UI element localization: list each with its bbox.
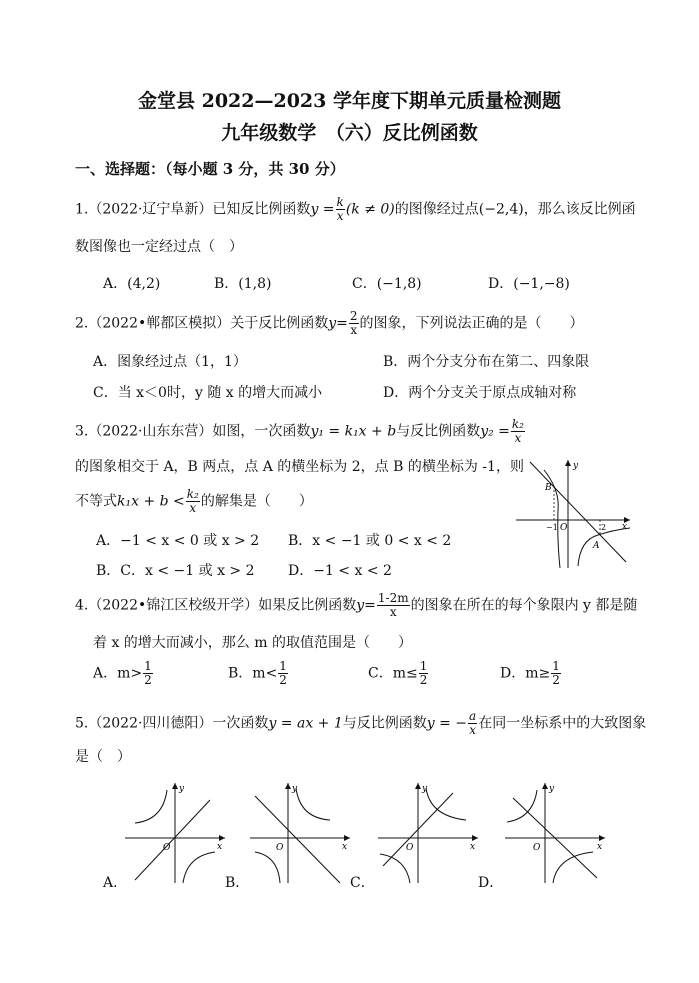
svg-text:y: y — [549, 784, 555, 794]
q2-option-d[interactable]: D．两个分支关于原点成轴对称 — [383, 385, 577, 401]
q5-option-a[interactable]: A． — [103, 875, 128, 891]
q2-func-lhs: y= — [328, 315, 348, 332]
svg-text:x: x — [217, 842, 223, 852]
q4-option-c[interactable]: C．m≤ $\frac{1}{2}$ — [368, 659, 428, 687]
q3-line — [530, 462, 626, 562]
q3-graph — [508, 450, 638, 575]
q5-graph-c — [378, 783, 478, 883]
svg-text:O: O — [406, 843, 414, 853]
q5-func2-lhs: y = − — [426, 715, 468, 732]
q2-option-c[interactable]: C．当 x＜0时，y 随 x 的增大而减小 — [93, 385, 323, 401]
q4-func-lhs: y= — [356, 597, 376, 614]
q3-option-a[interactable]: A．−1 < x < 0 或 x > 2 — [96, 533, 260, 549]
q2-option-b[interactable]: B．两个分支分布在第二、四象限 — [383, 354, 590, 370]
q1-text-b: 的图像经过点 — [394, 201, 479, 218]
question-1-line1 — [75, 196, 636, 223]
q1-option-a[interactable]: A．(4,2) — [103, 276, 161, 292]
svg-text:y: y — [292, 784, 298, 794]
q3-x-label: x — [622, 522, 628, 532]
question-1-line2: 数图像也一定经过点（ ） — [75, 239, 243, 255]
q1-fraction: $\frac{k}{x}$ — [336, 195, 344, 223]
q3-y-arrow — [565, 460, 571, 466]
q1-option-b[interactable]: B．(1,8) — [214, 276, 272, 292]
q5-fraction: $\frac{a}{x}$ — [469, 709, 477, 737]
q5-text-a: 5.（2022·四川德阳）一次函数 — [75, 715, 269, 732]
q3-text-a: 3.（2022·山东东营）如图，一次函数 — [75, 423, 311, 440]
q3-y-label: y — [573, 461, 579, 471]
question-4-line2: 着 x 的增大而减小，那么 m 的取值范围是（ ） — [93, 635, 412, 651]
q1-text-a: 1.（2022·辽宁阜新）已知反比例函数 — [75, 201, 311, 218]
q5-option-c[interactable]: C． — [350, 875, 375, 891]
q2-fraction: $\frac{2}{x}$ — [349, 309, 358, 337]
q2-text-b: 的图象，下列说法正确的是（ ） — [359, 315, 584, 332]
q1-option-d[interactable]: D．(−1,−8) — [488, 276, 570, 292]
page-title: 金堂县 2022—2023 学年度下期单元质量检测题 — [138, 90, 561, 112]
q1-point: (−2,4) — [478, 201, 524, 218]
svg-text:O: O — [276, 843, 284, 853]
svg-text:x: x — [342, 842, 348, 852]
question-3-line3 — [75, 488, 313, 515]
q3-func2-lhs: y₂ = — [480, 423, 510, 440]
q5-text-b: 与反比例函数 — [342, 715, 427, 732]
svg-text:x: x — [470, 842, 476, 852]
q3-option-b[interactable]: B．x < −1 或 0 < x < 2 — [288, 533, 452, 549]
question-3-line1 — [75, 418, 526, 445]
q1-option-c[interactable]: C．(−1,8) — [352, 276, 422, 292]
q4-text-a: 4.（2022•锦江区校级开学）如果反比例函数 — [75, 597, 357, 614]
page-subtitle: 九年级数学 （六）反比例函数 — [221, 122, 478, 144]
q5-option-b[interactable]: B． — [225, 875, 250, 891]
q4-option-a[interactable]: A．m> $\frac{1}{2}$ — [93, 659, 152, 687]
q4-fraction: $\frac{1-2m}{x}$ — [377, 591, 409, 619]
q3-option-d[interactable]: D．−1 < x < 2 — [288, 563, 392, 579]
q3-text-d: 的解集是（ ） — [200, 493, 313, 510]
svg-text:y: y — [179, 784, 185, 794]
q2-option-a[interactable]: A．图象经过点（1，1） — [93, 354, 247, 370]
q5-graph-a — [125, 783, 225, 883]
svg-text:x: x — [597, 842, 603, 852]
q3-func1: y₁ = k₁x + b — [310, 423, 397, 440]
q3-text-c: 不等式 — [75, 493, 117, 510]
question-2 — [75, 310, 584, 337]
q3-text-b: 与反比例函数 — [396, 423, 481, 440]
q3-inequality: k₁x + b < — [117, 493, 185, 510]
q5-func1: y = ax + 1 — [268, 715, 343, 732]
q1-condition: (k ≠ 0) — [345, 201, 395, 218]
question-4-line1 — [75, 592, 637, 619]
q1-func-lhs: y = — [310, 201, 335, 218]
q3-fraction: $\frac{\text{k₂}}{x}$ — [511, 417, 524, 445]
q5-option-d[interactable]: D． — [478, 875, 504, 891]
q3-option-c[interactable]: B．C．x < −1 或 x > 2 — [96, 563, 255, 579]
q3-hyperbola-right — [578, 528, 630, 566]
svg-text:O: O — [163, 843, 171, 853]
question-3-line2: 的图象相交于 A，B 两点，点 A 的横坐标为 2，点 B 的横坐标为 -1，则 — [75, 459, 524, 475]
q3-b-label: B — [545, 483, 552, 493]
question-5-line1 — [75, 710, 646, 737]
q1-text-c: ，那么该反比例函 — [523, 201, 636, 218]
q3-fraction-2: $\frac{\text{k₂}}{x}$ — [186, 487, 199, 515]
svg-text:y: y — [422, 784, 428, 794]
svg-text:O: O — [533, 843, 541, 853]
q5-graph-d — [505, 783, 605, 883]
q3-neg1-label: −1 — [546, 523, 558, 532]
question-5-line2: 是（ ） — [75, 749, 131, 765]
q4-option-b[interactable]: B．m< $\frac{1}{2}$ — [228, 659, 287, 687]
q2-text-a: 2.（2022•郸都区模拟）关于反比例函数 — [75, 315, 329, 332]
q3-o-label: O — [560, 523, 568, 533]
q5-graph-b — [250, 783, 350, 883]
section-heading: 一、选择题：（每小题 3 分，共 30 分） — [75, 160, 345, 178]
q4-text-b: 的图象在所在的每个象限内 y 都是随 — [410, 597, 638, 614]
q3-two-label: 2 — [601, 523, 607, 532]
q4-option-d[interactable]: D．m≥ $\frac{1}{2}$ — [500, 659, 560, 687]
q5-text-c: 在同一坐标系中的大致图象 — [478, 715, 647, 732]
q3-a-label: A — [593, 541, 600, 551]
